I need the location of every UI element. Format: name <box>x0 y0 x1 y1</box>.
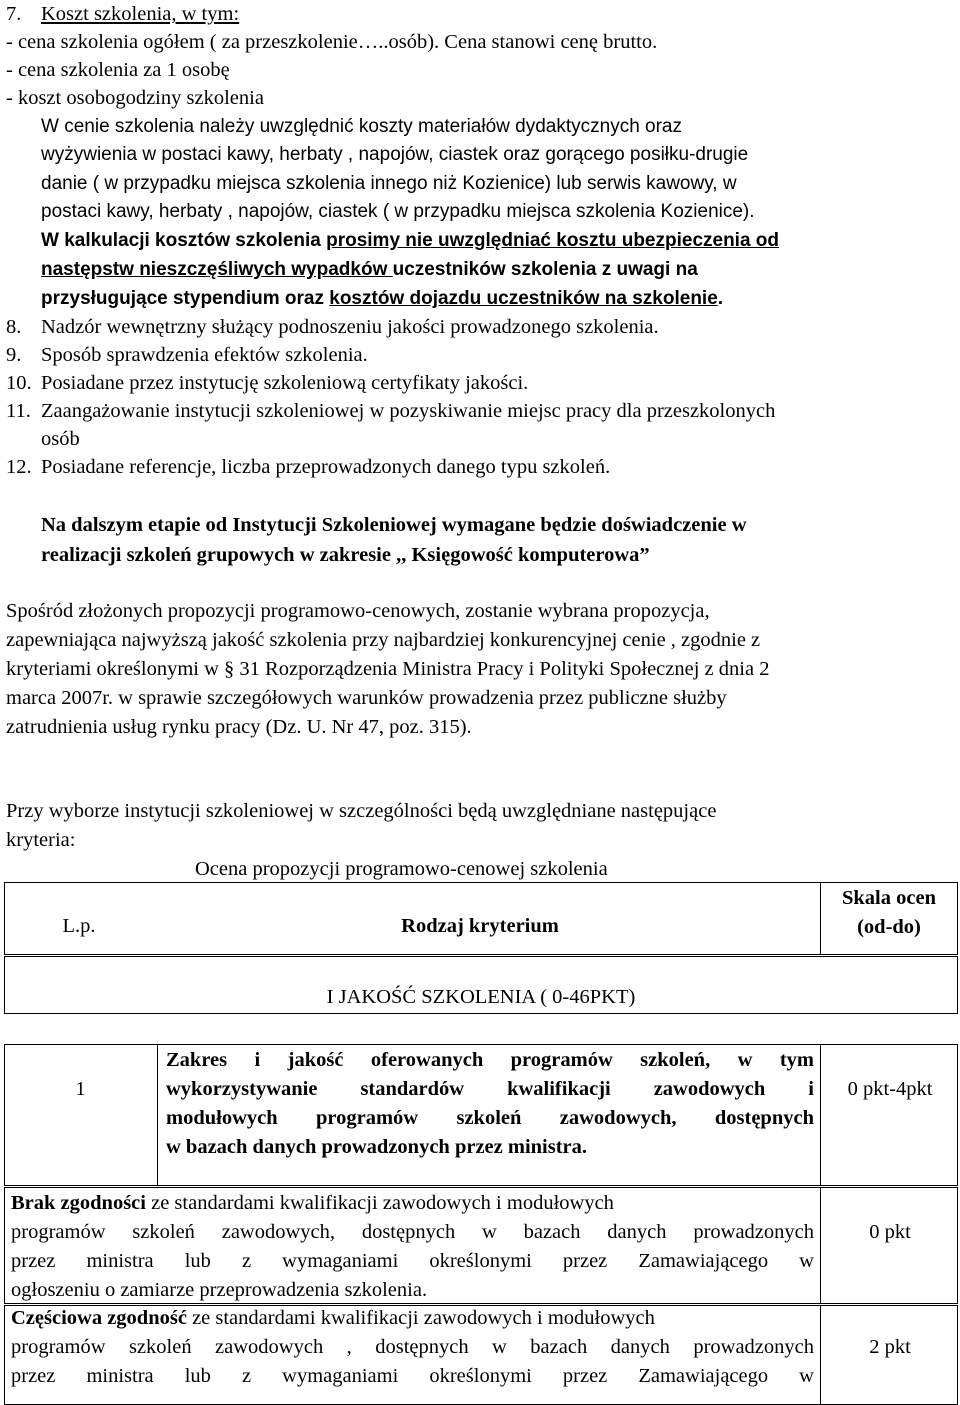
row-1-divider-right <box>820 1044 821 1186</box>
header-scale: Skala ocen <box>842 887 936 909</box>
calculation-note-text: W kalkulacji kosztów szkolenia <box>41 230 327 251</box>
selection-paragraph-line: Spośród złożonych propozycji programowo-cenowych, zostanie wybrana propozycja, <box>6 600 710 622</box>
calculation-note-underlined: kosztów dojazdu uczestników na szkolenie <box>329 288 718 309</box>
criterion-1-score: 0 pkt-4pkt <box>847 1078 933 1100</box>
row-1-divider-left <box>157 1044 158 1186</box>
cost-paragraph-line: danie ( w przypadku miejsca szkolenia innego niż Kozienice) lub serwis kawowy, w <box>41 173 737 194</box>
item-12-text: Posiadane referencje, liczba przeprowadzonych danego typu szkoleń. <box>41 456 611 478</box>
calculation-note-period: . <box>717 288 724 309</box>
criterion-1-text-line: modułowych programów szkoleń zawodowych, dostępnych <box>166 1107 814 1129</box>
no-compliance-label: Brak zgodności <box>11 1192 146 1214</box>
calculation-note-text: uczestników szkolenia z uwagi na <box>392 259 698 280</box>
header-lp: L.p. <box>62 915 96 937</box>
header-scale-range: (od-do) <box>857 916 921 938</box>
partial-compliance-line: przez ministra lub z wymaganiami określonymi przez Zamawiającego w <box>11 1365 814 1387</box>
criterion-1-number: 1 <box>75 1078 86 1100</box>
criteria-intro-line-1: Przy wyborze instytucji szkoleniowej w szczególności będą uwzględniane następujące <box>6 800 717 822</box>
criterion-1-text-line: w bazach danych prowadzonych przez ministra. <box>166 1136 588 1158</box>
calculation-note-line-2 <box>41 256 698 284</box>
experience-notice-line-2: realizacji szkoleń grupowych w zakresie ,, Księgowość komputerowa” <box>41 544 650 566</box>
cost-paragraph-line: W cenie szkolenia należy uwzględnić koszty materiałów dydaktycznych oraz <box>41 116 682 137</box>
no-compliance-line: programów szkoleń zawodowych, dostępnych w bazach danych prowadzonych <box>11 1221 814 1243</box>
cost-paragraph-line: wyżywienia w postaci kawy, herbaty , napojów, ciastek oraz gorącego posiłku-drugie <box>41 144 749 165</box>
experience-notice-line-1: Na dalszym etapie od Instytucji Szkoleniowej wymagane będzie doświadczenie w <box>41 514 747 536</box>
partial-compliance-score: 2 pkt <box>869 1336 911 1358</box>
calculation-note-line-3 <box>41 285 723 313</box>
no-compliance-text: ze standardami kwalifikacji zawodowych i modułowych <box>145 1192 614 1214</box>
item-9-text: Sposób sprawdzenia efektów szkolenia. <box>41 344 368 366</box>
criterion-1-text-line: wykorzystywanie standardów kwalifikacji zawodowych i <box>166 1078 814 1100</box>
calculation-note-text: przysługujące stypendium oraz <box>41 288 330 309</box>
no-compliance-line-1 <box>11 1189 814 1217</box>
section-7-number: 7. <box>6 3 22 25</box>
item-9-number: 9. <box>6 344 22 366</box>
item-11-text-continued: osób <box>41 428 80 450</box>
selection-paragraph-line: zapewniająca najwyższą jakość szkolenia przy najbardziej konkurencyjnej cenie , zgodnie z <box>6 629 761 651</box>
item-8-number: 8. <box>6 316 22 338</box>
section-7-title: Koszt szkolenia, w tym: <box>41 3 240 25</box>
header-criterion-type: Rodzaj kryterium <box>401 915 559 937</box>
partial-compliance-line-1 <box>11 1304 814 1332</box>
row-none-divider <box>820 1187 821 1304</box>
section-quality-heading: I JAKOŚĆ SZKOLENIA ( 0-46PKT) <box>326 986 636 1008</box>
item-12-number: 12. <box>6 456 32 478</box>
no-compliance-line: przez ministra lub z wymaganiami określonymi przez Zamawiającego w <box>11 1250 814 1272</box>
selection-paragraph-line: marca 2007r. w sprawie szczegółowych warunków prowadzenia przez publiczne służby <box>6 687 727 709</box>
calculation-note-underlined: prosimy nie uwzględniać kosztu ubezpieczenia od <box>326 230 780 251</box>
price-total-line: - cena szkolenia ogółem ( za przeszkolenie…..osób). Cena stanowi cenę brutto. <box>6 31 658 53</box>
price-per-person-line: - cena szkolenia za 1 osobę <box>6 59 230 81</box>
item-11-text: Zaangażowanie instytucji szkoleniowej w pozyskiwanie miejsc pracy dla przeszkolonych <box>41 400 776 422</box>
item-10-number: 10. <box>6 372 32 394</box>
selection-paragraph-line: zatrudnienia usług rynku pracy (Dz. U. Nr 47, poz. 315). <box>6 716 472 738</box>
selection-paragraph-line: kryteriami określonymi w § 31 Rozporządzenia Ministra Pracy i Polityki Społecznej z dnia 2 <box>6 658 770 680</box>
item-8-text: Nadzór wewnętrzny służący podnoszeniu jakości prowadzonego szkolenia. <box>41 316 659 338</box>
table-header-divider <box>820 882 821 955</box>
partial-compliance-text: ze standardami kwalifikacji zawodowych i modułowych <box>186 1307 655 1329</box>
calculation-note-line-1 <box>41 227 779 255</box>
criteria-intro-line-2: kryteria: <box>6 829 76 851</box>
cost-per-hour-line: - koszt osobogodziny szkolenia <box>6 87 264 109</box>
cost-paragraph-line: postaci kawy, herbaty , napojów, ciastek ( w przypadku miejsca szkolenia Kozienice). <box>41 201 755 222</box>
item-10-text: Posiadane przez instytucję szkoleniową certyfikaty jakości. <box>41 372 529 394</box>
no-compliance-line: ogłoszeniu o zamiarze przeprowadzenia szkolenia. <box>11 1279 428 1301</box>
item-11-number: 11. <box>6 400 31 422</box>
calculation-note-underlined: następstw nieszczęśliwych wypadków <box>41 259 393 280</box>
partial-compliance-label: Częściowa zgodność <box>11 1307 187 1329</box>
criterion-1-text-line: Zakres i jakość oferowanych programów szkoleń, w tym <box>166 1049 814 1071</box>
no-compliance-score: 0 pkt <box>869 1221 911 1243</box>
table-title: Ocena propozycji programowo-cenowej szkolenia <box>195 858 608 880</box>
partial-compliance-line: programów szkoleń zawodowych , dostępnych w bazach danych prowadzonych <box>11 1336 814 1358</box>
row-partial-divider <box>820 1305 821 1405</box>
